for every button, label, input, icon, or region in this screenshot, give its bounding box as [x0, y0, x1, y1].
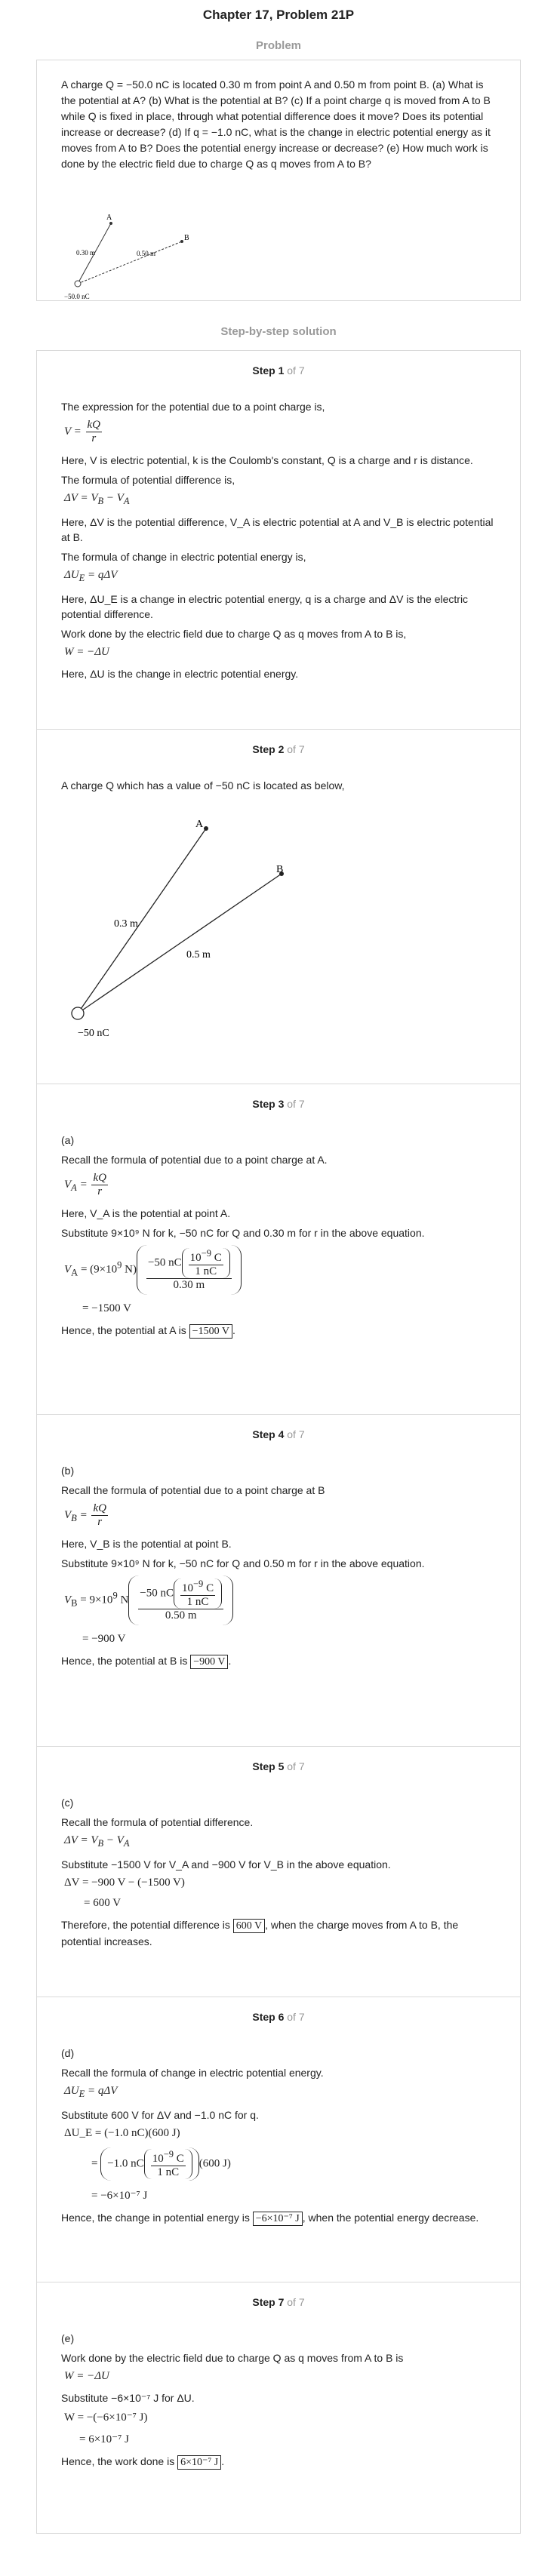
fig-label-a: A [106, 214, 112, 222]
s7-answer: Hence, the work done is 6×10⁻⁷ J . [61, 2455, 225, 2468]
s4-eq-substitution: $V_B = 9\times 10^9$ N −50 nC $\frac{10^{-9} C}{1 nC}$ 0.50 m [64, 1575, 496, 1625]
s6-eq-energy: $\Delta U_E = q\Delta V$ [64, 2085, 118, 2099]
s5-part: (c) [61, 1797, 74, 1809]
step-6-header: Step 6 of 7 [252, 2011, 305, 2023]
step-3 [36, 1084, 521, 1414]
s3-line-2: Here, V_A is the potential at point A. [61, 1207, 231, 1219]
s7-line-2: Substitute −6×10⁻⁷ J for ΔU. [61, 2392, 195, 2404]
step-5-header: Step 5 of 7 [252, 1760, 305, 1772]
s7-part: (e) [61, 2332, 75, 2344]
s5-eq-diff: $\Delta V = V_B - V_A$ [64, 1834, 130, 1849]
diagram-charge: −50 nC [78, 1028, 109, 1039]
s6-line-1: Recall the formula of change in electric potential energy. [61, 2067, 324, 2079]
s3-eq-substitution: $V_A = (9\times 10^9$ N) −50 nC $\frac{10^{-9} C}{1 nC}$ 0.30 m [64, 1245, 496, 1295]
s6-eq-1: ΔU_E = (−1.0 nC)(600 J) [64, 2127, 180, 2139]
s6-part: (d) [61, 2047, 75, 2059]
s7-eq-2: = 6×10⁻⁷ J [79, 2433, 129, 2445]
step-7-header: Step 7 of 7 [252, 2296, 305, 2308]
s1-line-1: The expression for the potential due to a point charge is, [61, 401, 325, 413]
diagram-dist-a: 0.3 m [114, 918, 138, 930]
s7-eq-work: W = −ΔU [64, 2370, 109, 2382]
s7-line-1: Work done by the electric field due to charge Q as q moves from A to B is [61, 2352, 404, 2364]
page-title: Chapter 17, Problem 21P [202, 8, 355, 22]
problem-figure [61, 178, 212, 300]
s1-line-3: The formula of potential difference is, [61, 474, 235, 486]
s1-line-5: The formula of change in electric potential energy is, [61, 551, 306, 563]
s1-line-6: Here, ΔU_E is a change in electric potential energy, q is a charge and ΔV is the electric potential difference. [61, 593, 469, 620]
diagram-label-b: B [276, 864, 284, 875]
s3-answer: Hence, the potential at A is −1500 V . [61, 1324, 235, 1337]
s1-eq-energy: $\Delta U_E = q\Delta V$ [64, 569, 118, 583]
fig-dist-b: 0.50 m [137, 250, 156, 257]
problem-label: Problem [255, 39, 301, 52]
s5-eq-2: = 600 V [84, 1897, 122, 1909]
s1-line-7: Work done by the electric field due to charge Q as q moves from A to B is, [61, 628, 407, 640]
s7-eq-1: W = −(−6×10⁻⁷ J) [64, 2412, 148, 2424]
diagram-label-a: A [195, 819, 204, 830]
step-1-header: Step 1 of 7 [252, 364, 305, 377]
s2-line-1: A charge Q which has a value of −50 nC is located as below, [61, 779, 345, 792]
s6-answer: Hence, the change in potential energy is −6×10⁻⁷ J , when the potential energy decrease. [61, 2212, 479, 2224]
s1-line-4: Here, ΔV is the potential difference, V_A is electric potential at A and V_B is electric potential at B. [61, 516, 494, 543]
s5-answer: Therefore, the potential difference is 600 V , when the charge moves from A to B, the potential increases. [61, 1919, 459, 1947]
step-5 [36, 1746, 521, 1997]
fig-label-b: B [184, 234, 189, 242]
s1-eq-diff: $\Delta V = V_B - V_A$ [64, 492, 130, 506]
s4-answer: Hence, the potential at B is −900 V . [61, 1655, 232, 1668]
diagram-dist-b: 0.5 m [186, 949, 211, 961]
s6-eq-2: = −1.0 nC $\frac{10^{-9} C}{1 nC}$ (600 J) [91, 2147, 496, 2181]
charge-diagram [61, 802, 333, 1051]
s4-result: = −900 V [82, 1633, 126, 1645]
s6-line-2: Substitute 600 V for ΔV and −1.0 nC for q. [61, 2109, 259, 2121]
s4-eq-vb: $V_B$ = $\frac{kQ}{r}$ [64, 1502, 106, 1528]
s1-line-8: Here, ΔU is the change in electric potential energy. [61, 668, 299, 680]
s3-line-1: Recall the formula of potential due to a point charge at A. [61, 1154, 328, 1166]
step-2 [36, 729, 521, 1084]
s1-eq-work: W = −ΔU [64, 646, 109, 658]
s4-line-2: Here, V_B is the potential at point B. [61, 1538, 232, 1550]
fig-dist-a: 0.30 m [76, 249, 96, 257]
solution-steps [0, 350, 557, 2534]
s4-line-1: Recall the formula of potential due to a point charge at B [61, 1484, 325, 1496]
s4-line-3: Substitute 9×10⁹ N for k, −50 nC for Q and 0.50 m for r in the above equation. [61, 1557, 425, 1569]
s3-result: = −1500 V [82, 1302, 131, 1314]
s1-line-2: Here, V is electric potential, k is the Coulomb's constant, Q is a charge and r is distance. [61, 454, 473, 466]
step-7 [36, 2282, 521, 2534]
step-6 [36, 1997, 521, 2282]
step-3-header: Step 3 of 7 [252, 1098, 305, 1110]
s5-line-2: Substitute −1500 V for V_A and −900 V for V_B in the above equation. [61, 1858, 391, 1871]
s3-line-3: Substitute 9×10⁹ N for k, −50 nC for Q and 0.30 m for r in the above equation. [61, 1227, 425, 1239]
problem-box [36, 60, 521, 301]
s6-eq-3: = −6×10⁻⁷ J [91, 2190, 148, 2202]
step-4 [36, 1414, 521, 1746]
solution-label: Step-by-step solution [220, 325, 337, 338]
step-4-header: Step 4 of 7 [252, 1428, 305, 1440]
s4-part: (b) [61, 1465, 75, 1477]
s5-line-1: Recall the formula of potential difference. [61, 1816, 254, 1828]
s1-eq-potential: V = $\frac{kQ}{r}$ [64, 419, 101, 444]
fig-charge: −50.0 nC [64, 293, 90, 300]
s5-eq-1: ΔV = −900 V − (−1500 V) [64, 1877, 185, 1889]
problem-text: A charge Q = −50.0 nC is located 0.30 m from point A and 0.50 m from point B. (a) What is the potential at A? (b) What is the potential at B? (c) If a point charge q is moved from A to B while Q is fixed in place, through what potential difference does it move? Does its potential increase or decrease? (d) If q = −1.0 nC, what is the change in electric potential energy as it moves from A to B? Does the potential energy increase or decrease? (e) How much work is done by the electric field due to charge Q as q moves from A to B? [61, 78, 491, 170]
step-1 [36, 350, 521, 729]
step-2-header: Step 2 of 7 [252, 743, 305, 755]
s3-part: (a) [61, 1134, 75, 1146]
s3-eq-va: $V_A$ = $\frac{kQ}{r}$ [64, 1172, 106, 1197]
